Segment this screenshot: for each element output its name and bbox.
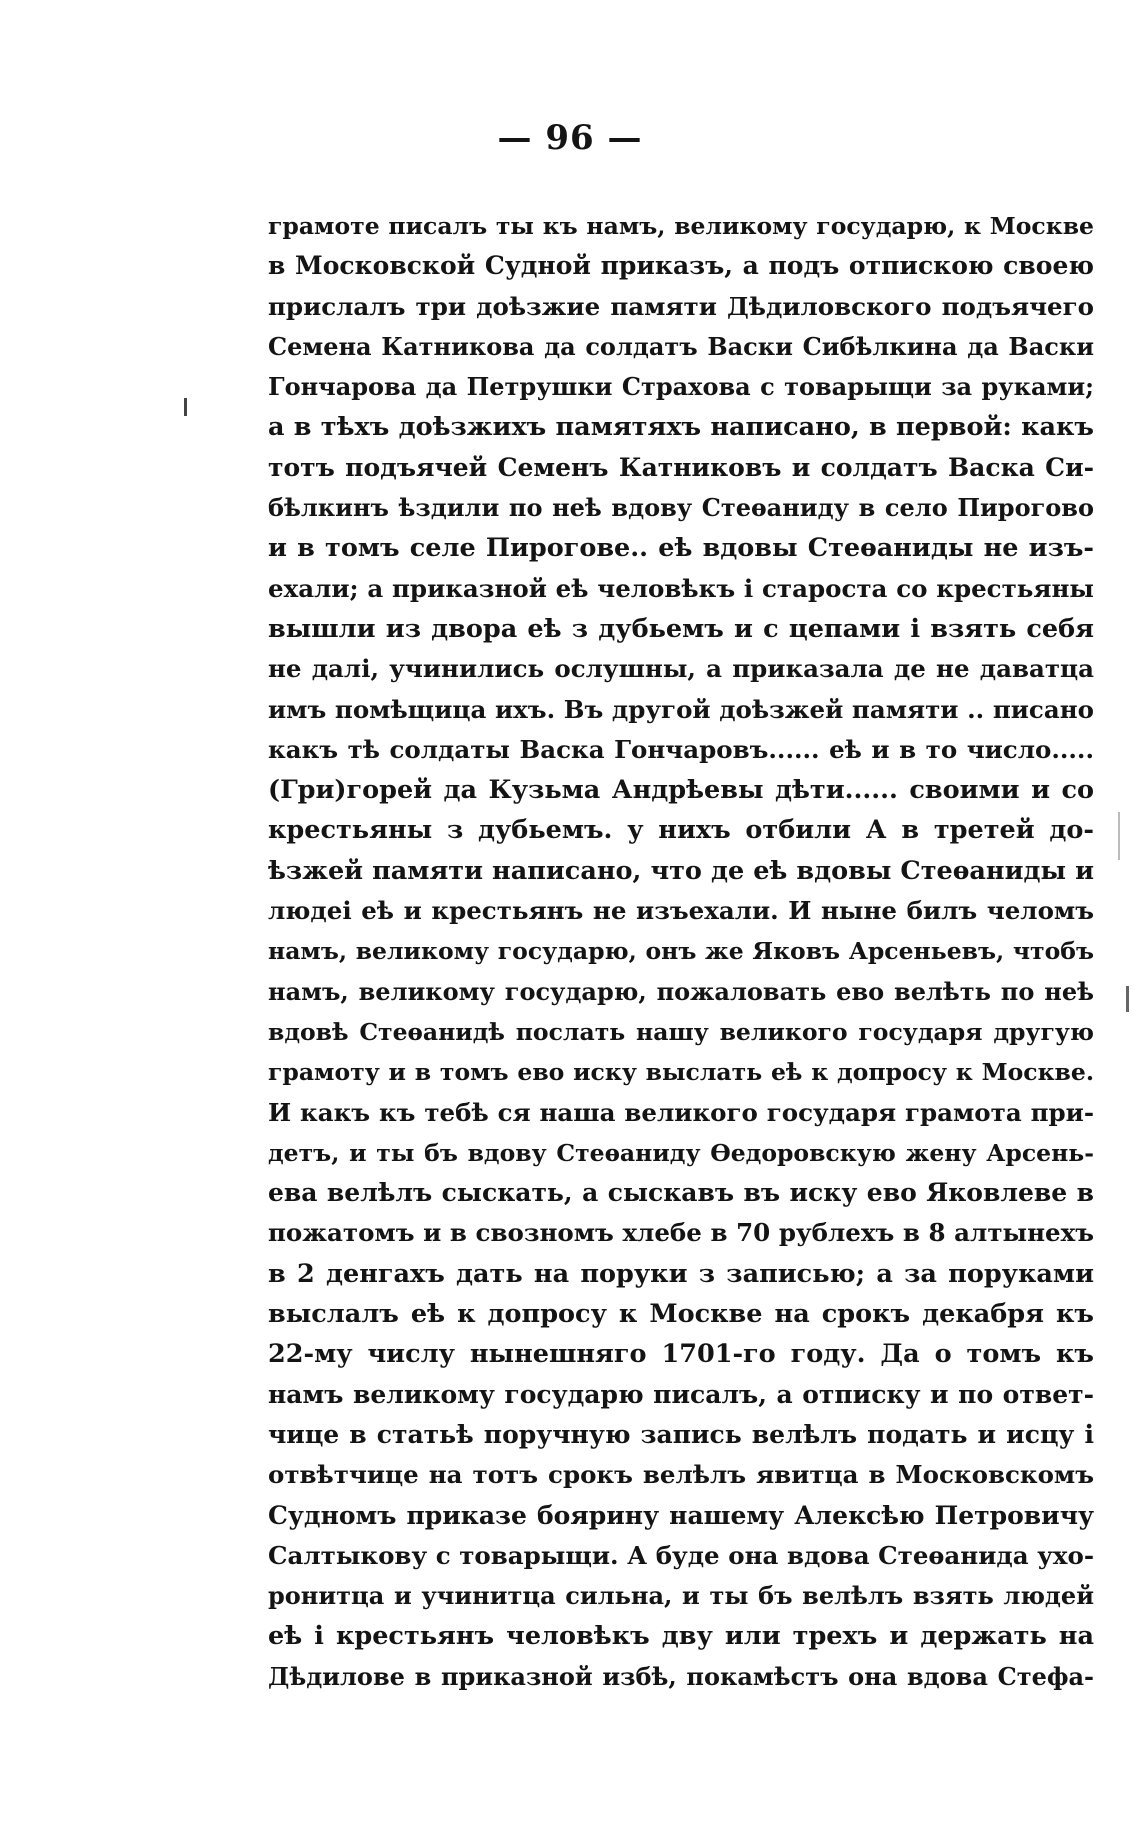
text-line: крестьяны з дубьемъ. у нихъ отбили А в третей до-	[268, 815, 1094, 846]
text-line: 22-му числу нынешняго 1701-го году. Да о томъ къ	[268, 1339, 1094, 1370]
edge-scan-mark	[1118, 812, 1120, 860]
text-line: детъ, и ты бъ вдову Стеѳаниду Ѳедоровскую жену Арсень-	[268, 1138, 1094, 1167]
text-line: а в тѣхъ доѣзжихъ памятяхъ написано, в первой: какъ	[268, 412, 1094, 443]
edge-scan-mark	[1126, 986, 1129, 1012]
text-line: чице в статьѣ поручную запись велѣлъ подать и исцу і	[268, 1419, 1094, 1449]
text-line: намъ великому государю писалъ, а отписку и по ответ-	[268, 1379, 1094, 1409]
body-text	[268, 206, 1094, 1697]
text-line: Судномъ приказе боярину нашему Алексѣю Петровичу	[268, 1500, 1094, 1530]
text-line: тотъ подъячей Семенъ Катниковъ и солдатъ Васка Си-	[268, 452, 1094, 482]
text-line: ехали; а приказной еѣ человѣкъ і староста со крестьяны	[268, 573, 1094, 603]
text-line: грамоту и в томъ ево иску выслать еѣ к допросу к Москве.	[268, 1058, 1094, 1087]
text-line: имъ помѣщица ихъ. Въ другой доѣзжей памяти .. писано	[268, 694, 1094, 724]
text-line: какъ тѣ солдаты Васка Гончаровъ...... еѣ и в то число.....	[268, 734, 1094, 764]
text-line: выслалъ еѣ к допросу к Москве на срокъ декабря къ	[268, 1299, 1094, 1330]
text-line: Семена Катникова да солдатъ Васки Сибѣлкина да Васки	[268, 331, 1094, 361]
text-line: еѣ і крестьянъ человѣкъ дву или трехъ и держать на	[268, 1621, 1094, 1652]
text-line: вдовѣ Стеѳанидѣ послать нашу великого государя другую	[268, 1017, 1094, 1046]
text-line: Гончарова да Петрушки Страхова с товарыщи за руками;	[268, 372, 1094, 402]
text-line: намъ, великому государю, онъ же Яковъ Арсеньевъ, чтобъ	[268, 937, 1094, 966]
text-line: отвѣтчице на тотъ срокъ велѣлъ явитца в Московскомъ	[268, 1460, 1094, 1490]
text-line: в 2 денгахъ дать на поруки з записью; а за поруками	[268, 1258, 1094, 1289]
text-line: в Московской Судной приказъ, а подъ отпискою своею	[268, 251, 1094, 281]
text-line: прислалъ три доѣзжие памяти Дѣдиловского подъячего	[268, 291, 1094, 321]
text-line: и в томъ селе Пирогове.. еѣ вдовы Стеѳаниды не изъ-	[268, 533, 1094, 564]
margin-mark	[184, 398, 187, 416]
text-line: Дѣдилове в приказной избѣ, покамѣстъ она вдова Стефа-	[268, 1661, 1094, 1691]
text-line: бѣлкинъ ѣздили по неѣ вдову Стеѳаниду в село Пирогово	[268, 493, 1094, 523]
text-line: ронитца и учинитца сильна, и ты бъ велѣлъ взять людей	[268, 1581, 1094, 1611]
text-line: И какъ къ тебѣ ся наша великого государя грамота при-	[268, 1097, 1094, 1127]
text-line: людеі еѣ и крестьянъ не изъехали. И ныне билъ челомъ	[268, 896, 1094, 926]
text-line: пожатомъ и в свозномъ хлебе в 70 рублехъ в 8 алтынехъ	[268, 1218, 1094, 1248]
text-line: не далі, учинились ослушны, а приказала де не даватца	[268, 654, 1094, 684]
text-line: (Гри)горей да Кузьма Андрѣевы дѣти...... своими и со	[268, 775, 1094, 806]
text-line: ѣзжей памяти написано, что де еѣ вдовы Стеѳаниды и	[268, 855, 1094, 886]
page-number: — 96 —	[497, 118, 643, 158]
text-line: ева велѣлъ сыскать, а сыскавъ въ иску ево Яковлеве в	[268, 1178, 1094, 1208]
text-line: намъ, великому государю, пожаловать ево велѣть по неѣ	[268, 976, 1094, 1006]
text-line: вышли из двора еѣ з дубьемъ и с цепами і взять себя	[268, 613, 1094, 644]
text-line: Салтыкову с товарыщи. А буде она вдова Стеѳанида ухо-	[268, 1540, 1094, 1570]
text-line: грамоте писалъ ты къ намъ, великому государю, к Москве	[268, 212, 1094, 240]
